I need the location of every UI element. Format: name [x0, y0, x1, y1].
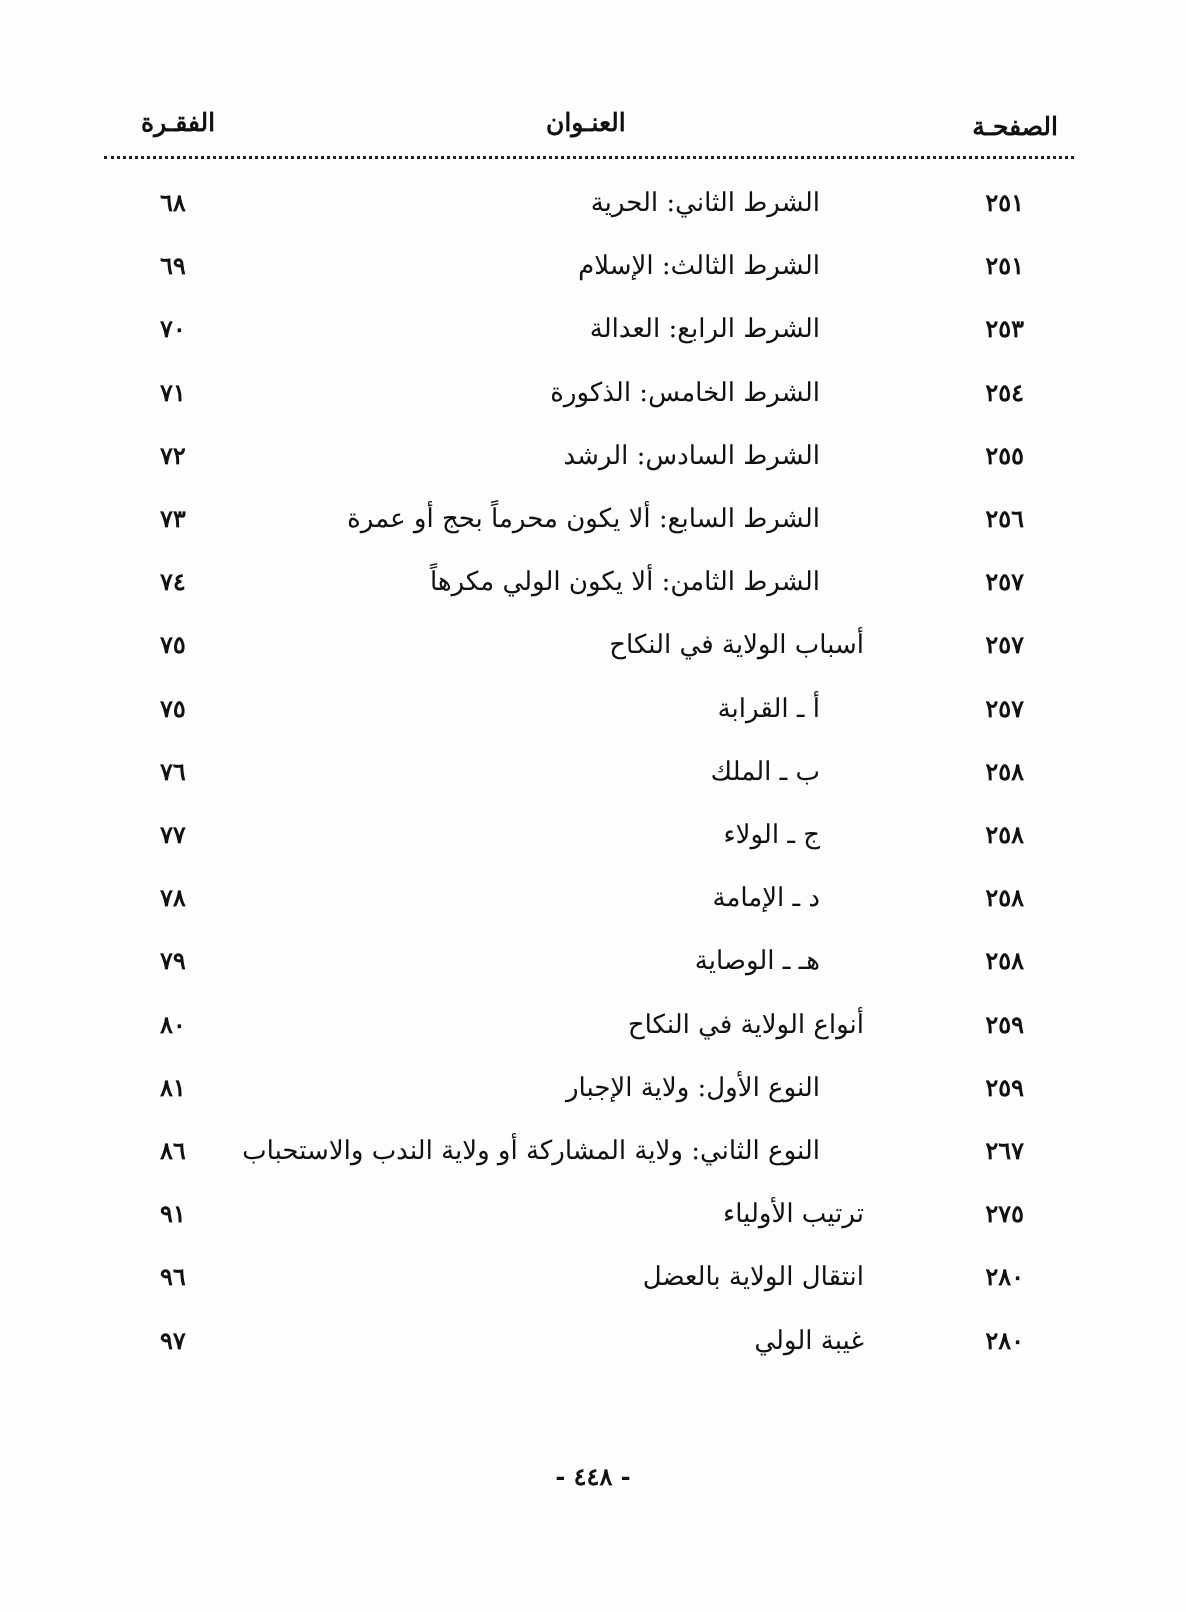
toc-paragraph-number: ٧٢: [160, 441, 186, 470]
toc-paragraph-number: ٧٥: [160, 694, 186, 723]
toc-row: [0, 1010, 1186, 1060]
toc-row: [0, 1326, 1186, 1376]
toc-page-number: ٢٧٥: [985, 1199, 1024, 1228]
toc-row: [0, 757, 1186, 807]
toc-paragraph-number: ٧١: [160, 378, 186, 407]
toc-paragraph-number: ٩٦: [160, 1262, 186, 1291]
toc-row: [0, 820, 1186, 870]
toc-paragraph-number: ٧٥: [160, 630, 186, 659]
toc-page-number: ٢٥٨: [985, 820, 1024, 849]
toc-row: [0, 378, 1186, 428]
toc-paragraph-number: ٧٠: [160, 314, 186, 343]
toc-page-number: ٢٥٨: [985, 883, 1024, 912]
toc-page-number: ٢٥٤: [985, 378, 1024, 407]
toc-title: ترتيب الأولياء: [723, 1199, 864, 1229]
toc-title: الشرط السابع: ألا يكون محرماً بحج أو عمرة: [347, 504, 820, 534]
toc-page-number: ٢٥٨: [985, 946, 1024, 975]
toc-paragraph-number: ٧٨: [160, 883, 186, 912]
toc-page-number: ٢٥٧: [985, 630, 1024, 659]
toc-page-number: ٢٥٧: [985, 694, 1024, 723]
toc-row: [0, 504, 1186, 554]
toc-paragraph-number: ٩٧: [160, 1326, 186, 1355]
toc-title: أسباب الولاية في النكاح: [609, 630, 864, 660]
toc-row: [0, 314, 1186, 364]
toc-title: د ـ الإمامة: [712, 883, 820, 913]
toc-row: [0, 188, 1186, 238]
toc-page-number: ٢٥١: [985, 188, 1024, 217]
toc-title: الشرط الثامن: ألا يكون الولي مكرهاً: [429, 567, 820, 597]
toc-paragraph-number: ٩١: [160, 1199, 186, 1228]
toc-page-number: ٢٥٧: [985, 567, 1024, 596]
toc-paragraph-number: ٨٠: [160, 1010, 186, 1039]
toc-paragraph-number: ٨١: [160, 1073, 186, 1102]
toc-row: [0, 251, 1186, 301]
toc-title: انتقال الولاية بالعضل: [642, 1262, 864, 1292]
toc-page-number: ٢٥٨: [985, 757, 1024, 786]
toc-page-number: ٢٥٩: [985, 1010, 1024, 1039]
toc-paragraph-number: ٦٨: [160, 188, 186, 217]
toc-page-number: ٢٥٣: [985, 314, 1024, 343]
toc-paragraph-number: ٧٤: [160, 567, 186, 596]
toc-row: [0, 567, 1186, 617]
toc-title: الشرط الخامس: الذكورة: [550, 378, 820, 408]
dotted-divider: [104, 156, 1074, 159]
toc-page-number: ٢٥٩: [985, 1073, 1024, 1102]
toc-row: [0, 1073, 1186, 1123]
toc-row: [0, 1136, 1186, 1186]
toc-page-number: ٢٥٥: [985, 441, 1024, 470]
toc-paragraph-number: ٨٦: [160, 1136, 186, 1165]
toc-row: [0, 1262, 1186, 1312]
page-number: - ٤٤٨ -: [555, 1462, 631, 1491]
toc-title: الشرط السادس: الرشد: [563, 441, 820, 471]
toc-row: [0, 883, 1186, 933]
toc-title: النوع الثاني: ولاية المشاركة أو ولاية الندب والاستحباب: [242, 1136, 820, 1166]
toc-row: [0, 1199, 1186, 1249]
header-page-label: الصفحـة: [972, 112, 1058, 141]
toc-paragraph-number: ٧٣: [160, 504, 186, 533]
toc-page-number: ٢٦٧: [985, 1136, 1024, 1165]
header-paragraph-label: الفقـرة: [141, 108, 216, 137]
toc-page-number: ٢٨٠: [985, 1262, 1024, 1291]
toc-paragraph-number: ٧٦: [160, 757, 186, 786]
header-title-label: العنـوان: [546, 108, 626, 137]
toc-paragraph-number: ٧٩: [160, 946, 186, 975]
toc-paragraph-number: ٦٩: [160, 251, 186, 280]
toc-row: [0, 694, 1186, 744]
toc-row: [0, 630, 1186, 680]
toc-row: [0, 441, 1186, 491]
toc-title: أ ـ القرابة: [717, 694, 820, 724]
toc-page-number: ٢٥٦: [985, 504, 1024, 533]
toc-page-number: ٢٨٠: [985, 1326, 1024, 1355]
toc-row: [0, 946, 1186, 996]
table-header: [0, 108, 1186, 152]
toc-title: ج ـ الولاء: [723, 820, 820, 850]
toc-title: الشرط الرابع: العدالة: [589, 314, 820, 344]
toc-title: الشرط الثاني: الحرية: [590, 188, 820, 218]
toc-paragraph-number: ٧٧: [160, 820, 186, 849]
toc-title: النوع الأول: ولاية الإجبار: [566, 1073, 820, 1103]
toc-title: الشرط الثالث: الإسلام: [578, 251, 820, 281]
toc-title: ب ـ الملك: [710, 757, 820, 787]
toc-title: غيبة الولي: [754, 1326, 864, 1356]
toc-title: أنواع الولاية في النكاح: [627, 1010, 864, 1040]
toc-page-number: ٢٥١: [985, 251, 1024, 280]
toc-title: هـ ـ الوصاية: [694, 946, 820, 976]
